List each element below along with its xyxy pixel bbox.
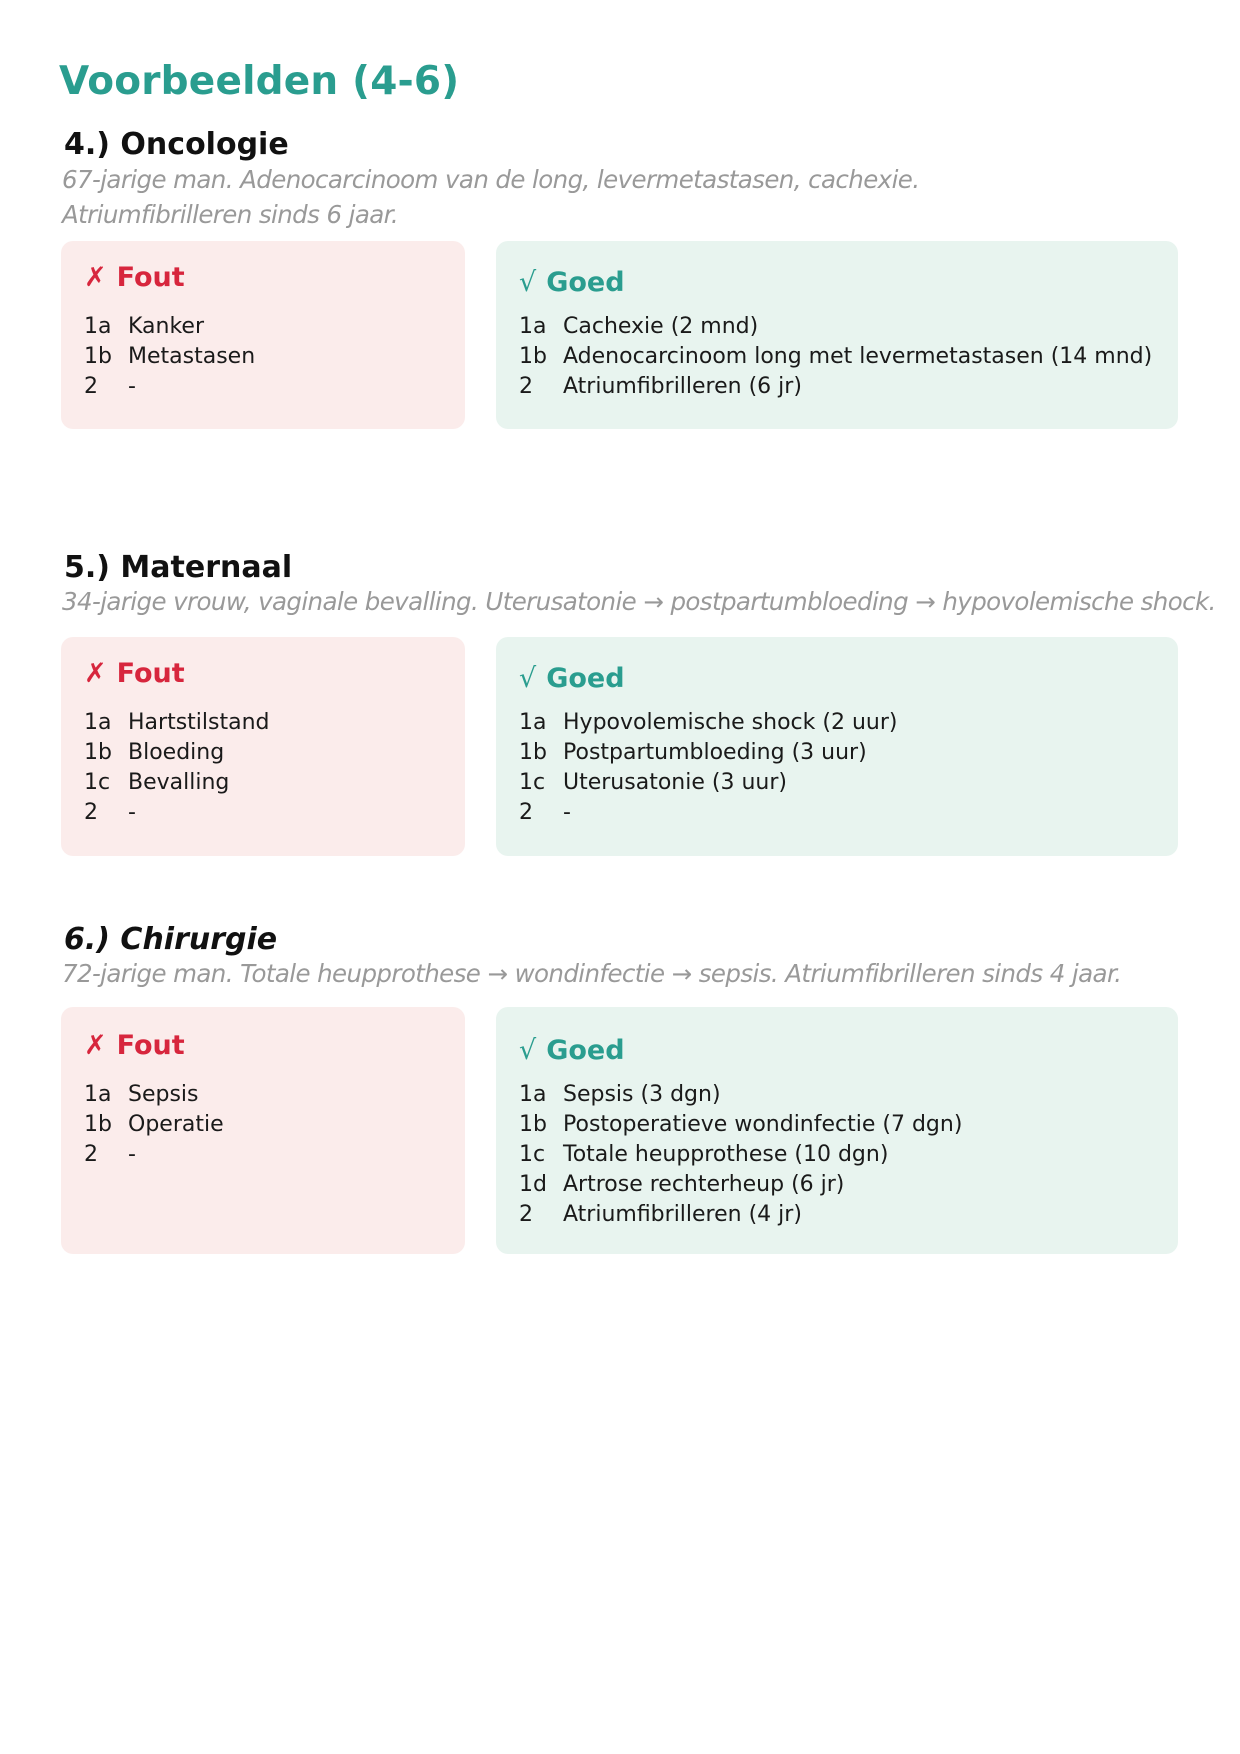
row-text: Atriumfibrilleren (6 jr) bbox=[563, 374, 802, 399]
row-text: Sepsis (3 dgn) bbox=[563, 1082, 721, 1107]
goed-title bbox=[519, 266, 625, 300]
list-item bbox=[519, 768, 897, 798]
row-text: - bbox=[128, 800, 136, 825]
row-text: Hartstilstand bbox=[128, 710, 270, 735]
row-text: Bloeding bbox=[128, 740, 225, 765]
list-item bbox=[519, 798, 897, 828]
goed-list bbox=[519, 708, 897, 828]
row-code: 1b bbox=[84, 344, 112, 369]
row-code: 1b bbox=[84, 1112, 112, 1137]
list-item bbox=[519, 1170, 962, 1200]
row-text: Sepsis bbox=[128, 1082, 199, 1107]
row-text: Hypovolemische shock (2 uur) bbox=[563, 710, 898, 735]
list-item bbox=[84, 312, 255, 342]
goed-title bbox=[519, 1034, 625, 1068]
section-description-line: 34-jarige vrouw, vaginale bevalling. Uterusatonie → postpartumbloeding → hypovolemische shock. bbox=[62, 587, 1216, 616]
goed-label: Goed bbox=[546, 1035, 625, 1066]
section-description-line: Atriumfibrilleren sinds 6 jaar. bbox=[62, 200, 399, 229]
list-item bbox=[84, 768, 270, 798]
row-code: 1c bbox=[519, 770, 546, 795]
fout-label: Fout bbox=[116, 262, 185, 293]
goed-card bbox=[496, 637, 1178, 856]
fout-label: Fout bbox=[116, 658, 185, 689]
row-code: 1a bbox=[519, 1082, 547, 1107]
fout-card bbox=[61, 1007, 465, 1254]
goed-title bbox=[519, 662, 625, 696]
fout-card bbox=[61, 637, 465, 856]
row-text: Uterusatonie (3 uur) bbox=[563, 770, 787, 795]
row-text: Postpartumbloeding (3 uur) bbox=[563, 740, 867, 765]
section-description-line: 67-jarige man. Adenocarcinoom van de long, levermetastasen, cachexie. bbox=[62, 165, 920, 194]
row-text: Totale heupprothese (10 dgn) bbox=[563, 1142, 889, 1167]
goed-label: Goed bbox=[546, 663, 625, 694]
row-code: 1a bbox=[84, 314, 112, 339]
list-item bbox=[519, 1110, 962, 1140]
list-item bbox=[84, 342, 255, 372]
row-text: Postoperatieve wondinfectie (7 dgn) bbox=[563, 1112, 963, 1137]
check-icon: √ bbox=[519, 663, 537, 694]
row-text: Kanker bbox=[128, 314, 205, 339]
fout-title bbox=[84, 1029, 185, 1063]
list-item bbox=[519, 342, 1152, 372]
row-code: 1c bbox=[84, 770, 111, 795]
cross-icon: ✗ bbox=[84, 658, 107, 689]
row-text: Artrose rechterheup (6 jr) bbox=[563, 1172, 845, 1197]
section-heading: 4.) Oncologie bbox=[64, 127, 289, 162]
list-item bbox=[84, 708, 270, 738]
list-item bbox=[84, 1110, 224, 1140]
goed-card bbox=[496, 1007, 1178, 1254]
row-text: Operatie bbox=[128, 1112, 224, 1137]
page-title: Voorbeelden (4-6) bbox=[59, 59, 460, 104]
fout-card bbox=[61, 241, 465, 429]
cross-icon: ✗ bbox=[84, 1030, 107, 1061]
row-code: 1c bbox=[519, 1142, 546, 1167]
row-code: 1a bbox=[519, 314, 547, 339]
row-code: 1a bbox=[84, 710, 112, 735]
row-code: 1d bbox=[519, 1172, 547, 1197]
row-text: - bbox=[563, 800, 571, 825]
fout-title bbox=[84, 261, 185, 295]
row-code: 1b bbox=[519, 740, 547, 765]
row-text: Adenocarcinoom long met levermetastasen (14 mnd) bbox=[563, 344, 1153, 369]
goed-label: Goed bbox=[546, 267, 625, 298]
row-code: 2 bbox=[84, 1142, 98, 1167]
list-item bbox=[84, 738, 270, 768]
list-item bbox=[519, 1140, 962, 1170]
fout-list bbox=[84, 312, 255, 402]
check-icon: √ bbox=[519, 1035, 537, 1066]
list-item bbox=[519, 1080, 962, 1110]
goed-list bbox=[519, 312, 1152, 402]
row-text: - bbox=[128, 1142, 136, 1167]
row-code: 1a bbox=[84, 1082, 112, 1107]
list-item bbox=[519, 1200, 962, 1230]
row-code: 2 bbox=[519, 374, 533, 399]
goed-list bbox=[519, 1080, 962, 1230]
section-heading: 5.) Maternaal bbox=[64, 550, 293, 585]
list-item bbox=[519, 708, 897, 738]
section-description-line: 72-jarige man. Totale heupprothese → wondinfectie → sepsis. Atriumfibrilleren sinds 4 jaar. bbox=[62, 959, 1122, 988]
row-code: 1b bbox=[519, 344, 547, 369]
fout-title bbox=[84, 657, 185, 691]
fout-label: Fout bbox=[116, 1030, 185, 1061]
row-text: Cachexie (2 mnd) bbox=[563, 314, 759, 339]
row-code: 2 bbox=[519, 1202, 533, 1227]
row-code: 1b bbox=[84, 740, 112, 765]
list-item bbox=[519, 312, 1152, 342]
list-item bbox=[84, 798, 270, 828]
list-item bbox=[84, 1140, 224, 1170]
row-text: Metastasen bbox=[128, 344, 256, 369]
fout-list bbox=[84, 1080, 224, 1170]
row-code: 2 bbox=[519, 800, 533, 825]
row-text: Atriumfibrilleren (4 jr) bbox=[563, 1202, 802, 1227]
list-item bbox=[519, 738, 897, 768]
list-item bbox=[84, 1080, 224, 1110]
row-code: 1b bbox=[519, 1112, 547, 1137]
goed-card bbox=[496, 241, 1178, 429]
row-code: 2 bbox=[84, 374, 98, 399]
check-icon: √ bbox=[519, 267, 537, 298]
row-text: - bbox=[128, 374, 136, 399]
cross-icon: ✗ bbox=[84, 262, 107, 293]
row-code: 2 bbox=[84, 800, 98, 825]
fout-list bbox=[84, 708, 270, 828]
section-heading: 6.) Chirurgie bbox=[64, 922, 278, 957]
row-code: 1a bbox=[519, 710, 547, 735]
list-item bbox=[84, 372, 255, 402]
row-text: Bevalling bbox=[128, 770, 230, 795]
list-item bbox=[519, 372, 1152, 402]
